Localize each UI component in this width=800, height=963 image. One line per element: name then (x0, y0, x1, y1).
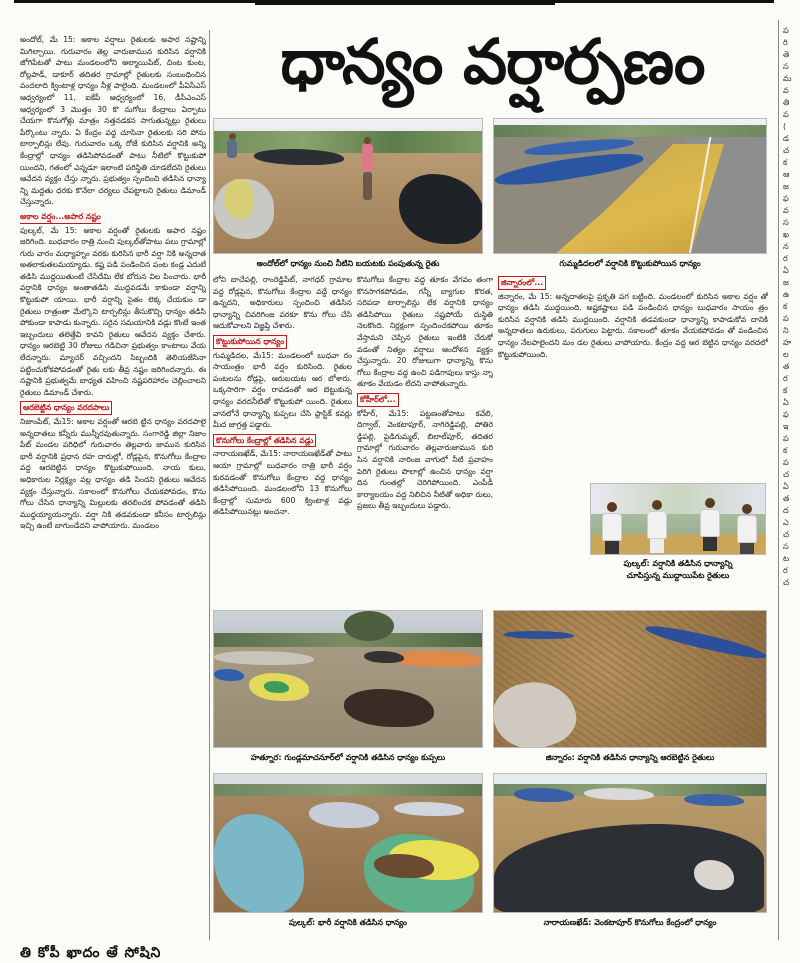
left-subhead-1: అకాల వర్షం...అపార నష్టం (20, 211, 101, 224)
strip-char: న (783, 242, 789, 251)
left-para-2: పుల్కల్, మే 15: అకాల వర్షంతో రైతులకు అపార నష్టం జరిగింది. బుధవారం రాత్రి నుంచి పుల్కల్‌తోపాటు పలు గ్రామాల్లో గురు వారం మధ్యాహ్నం వరకు కురిసిన భారీ వర్షా నికి అన్నదాత అతలాకుతలమయ్యాడు. కష్ట పడి పండించిన పంట కండ్ల ఎదుటే తడిసి ముద్దయితుంటే చేసేదేమి లేక బోరున విల పించారు. భారీ వర్షానికి ధాన్యం అంతాతడిసి ముద్దవడమే కాకుండా వర్షాన్ని కొట్టుకుపో యాయి. భారీ వర్షాన్ని సైతం లెక్క చేయకుం డా రైతులు రాత్రంతా మేల్కొని టార్పలిన్లు తీసుకొచ్చి ధాన్యం తడిసి పోకుండా కాపాడు కున్నారు. సరైన సమయానికి వడ్లు కొంటే ఇంత ఇబ్బందులు తలెత్తేవి కావని రైతులు ఆవేదన వ్యక్తం చేశారు. ధాన్యం ఆరబెట్టి 30 రోజులు గడిచినా ప్రభుత్వం కాంటాలు వేయ లేదన్నారు. మ్యాచర్ వచ్చిందని సిబ్బందికి తెలియజేసినా పట్టించుకోకపోవడంతో రైతు లకు తీవ్ర నష్టం జరిగిందన్నారు. ఈ నష్టానికి ప్రభుత్వమే బాధ్యత వహించి నష్టపరిహారం చెల్లించాలని రైతులు డిమాండ్ చేశారు. (20, 225, 206, 397)
strip-char: క (783, 302, 788, 311)
strip-char: జ (783, 182, 789, 191)
strip-char: వ (783, 86, 789, 95)
right-column (357, 274, 493, 604)
strip-char: ఉ (783, 290, 790, 299)
strip-char: హ (783, 338, 792, 347)
strip-char: ప (783, 434, 789, 443)
strip-char: వ (783, 206, 789, 215)
strip-char: త (783, 494, 790, 503)
strip-char: స (783, 218, 789, 227)
strip-char: స (783, 542, 789, 551)
strip-char: చ (783, 530, 790, 539)
adjacent-column-fragment (783, 25, 800, 945)
strip-char: జ (783, 278, 789, 287)
top-rule-thick (255, 0, 555, 5)
strip-char: ర (783, 254, 788, 263)
mid-subhead-2: కొనుగోలు కేంద్రాల్లో తడిసిన వడ్లు (213, 434, 316, 448)
mid-para-1: లోని బాచేపల్లి, రాంరెడ్డిపేట్, నాగధర్ గ్రామాల వద్ద రోడ్లపైన, కొనుగోలు కేంద్రాల వద్దే ధాన్యం ఉన్నదని, అధికారులు స్పందించి తడిసిన ధాన్యాన్ని చివరిగింజ వరకూ కొను గోలు చేసి ఆదుకోవాలని విజ్ఞప్తి చేశారు. (213, 275, 352, 331)
photo-gummadidala-road (493, 118, 767, 254)
strip-char: ర (783, 374, 788, 383)
strip-char: ప (783, 458, 789, 467)
strip-char: త (783, 362, 790, 371)
strip-char: ఖ (783, 230, 790, 239)
strip-char: ద (783, 506, 789, 515)
strip-char: ప (783, 110, 789, 119)
strip-char: క (783, 158, 788, 167)
strip-char: ల (783, 350, 789, 359)
strip-char: ఆ (783, 170, 790, 179)
strip-char: ప (783, 314, 789, 323)
column-divider (209, 30, 210, 940)
strip-char: మ (783, 74, 792, 83)
strip-char: ( (783, 122, 787, 131)
strip-char: ఫ (783, 410, 789, 419)
mid-para-2: గుమ్మడిదల, మే15: మండలంలో బుధవా రం సాయంత్రం భారీ వర్షం కురిసింది. రైతుల పంటలను రోడ్లపై, ఆరుబయట ఆర బోశారు. ఒక్కసారిగా వర్షం రావడంతో ఆర బెట్టుకున్న ధాన్యం వరదనీటితో కొట్టుకుపో యింది. రైతులు వానలోనే ధాన్యాన్ని కుప్పలు చేసి ప్లాస్టిక్ కవర్లు మీద జాగ్రత్త పడ్డారు. (213, 350, 352, 430)
strip-char: రి (783, 38, 788, 47)
caption-photo-2: గుమ్మడిదలలో వర్షానికి కొట్టుకుపోయిన ధాన్యం (559, 259, 701, 268)
photo-narayankhed-center (493, 773, 767, 913)
photo-pulkal-wet-grain (213, 773, 483, 913)
strip-char: తె (783, 50, 790, 59)
strip-char: చ (783, 578, 790, 587)
strip-char: డ (783, 134, 789, 143)
strip-char: ఏ (783, 482, 789, 491)
strip-char: చ (783, 146, 790, 155)
caption-photo-7: నారాయణఖేడ్: వెంకటాపూర్ కొనుగోలు కేంద్రంలో ధాన్యం (543, 918, 717, 927)
strip-char: ఏ (783, 398, 789, 407)
right-subhead-1: కోహీర్‌లో... (357, 393, 399, 407)
mid-subhead-1: కొట్టుకుపోయిన ధాన్యం (213, 335, 287, 349)
right-para-1: కొనుగోలు కేంద్రాల వద్ద తూకం వేగవం తంగా కొనసాగకపోవడం, గన్నీ బ్యాగుల కొరత, సరిపడా టార్పాలిన్లు లేక వర్షానికి ధాన్యం తడిసిపోయి రైతులు నష్టపోయే దుస్థితి నెలకొంది. నిర్లక్షంగా స్పందించకపోయి తూకం వేస్తామని చెప్పిన రైతులు ఇంటికి చేరుకో వడంతో నిత్యం వర్షాలు ఆందోళన వ్యక్తం చేస్తున్నారు. 20 రోజులుగా ధాన్యాన్ని కొను గోలు కేంద్రాల వద్ద ఉంచి పడిగాపులు కాస్తు న్నా తూకం వేయడం లేదని వాపోతున్నారు. (357, 275, 493, 389)
strip-char: ట (783, 554, 790, 563)
next-article-headline: తి కోపీ ఖాదం అే సోషిని (20, 945, 162, 961)
mid-para-3: నారాయణఖేడ్, మే15: నారాయణఖేడ్‌తో పాటు ఆయా గ్రామాల్లో బుధవారం రాత్రి భారీ వర్షం కురవడంతో కొనుగోలు కేంద్రాల వద్ద ధాన్యం తడిసిపోయింది. మండలంలోని 13 కొనుగోలు కేంద్రాల్లో సుమారు 600 క్వింటాళ్ల వడ్లు తడిసిపోయినట్లు అంచనా. (213, 449, 352, 517)
caption-photo-3a: పుల్కల్: వర్షానికి తడిసిన ధాన్యాన్ని (623, 559, 733, 568)
column-divider (778, 20, 779, 940)
photo-andol-farmer (213, 118, 483, 254)
strip-char: క (783, 446, 788, 455)
headline: ధాన్యం వర్షార్పణం (280, 25, 705, 98)
left-subhead-2: ఆరబెట్టిన ధాన్యం వరదపాలు (20, 401, 112, 415)
strip-char: తి (783, 98, 790, 107)
strip-char: క (783, 386, 788, 395)
strip-char: ఎ (783, 518, 789, 527)
strip-char: చ (783, 470, 790, 479)
strip-char: ర (783, 566, 788, 575)
caption-photo-6: పుల్కల్: భారీ వర్షానికి తడిసిన ధాన్యం (289, 918, 407, 927)
strip-char: ఏ (783, 266, 789, 275)
far-subhead-1: జిన్నారంలో... (498, 276, 546, 290)
right-para-2: కోహీర్, మే15: పట్టణంతోపాటు కవేలి, దిగ్వాల్, వెంకటాపూర్, నాగిరెడ్డిపల్లి, పోతిరె డ్డిపల్లి, పైడిగుమ్మల్, బిలాల్‌పూర్, తదితర గ్రామాల్లో గురువారం తెల్లవారుజామున కురి సిన వర్షానికి నారింజ వాగులో నీటి ప్రవాహం పెరిగి రైతులు పొలాల్లో ఉంచిన ధాన్యం వర్షా దిన గుంతల్లో చెరిగిపోయింది. ఎంపీడీ కార్యాలయం వద్ద నిలిచిన నీటితో అధికా రులు, ప్రజలు తీవ్ర ఇబ్బందులు పడ్డారు. (357, 408, 493, 511)
strip-char: ని (783, 326, 789, 335)
left-para-1: అందోల్, మే 15: అకాల వర్షాలు రైతులకు అపార నష్టాన్ని మిగిల్చాయి. గురువారం తెల్ల వారుజామున కురిసిన వర్షానికి జోగిపేటతో పాటు మండలంలోని అల్మాయిపేట్, చింట కుంట, రోల్లపాడ్, డాకూర్ తదితర గ్రామాల్లో రైతులకు సంబంధించిన వందలాది క్వింటాళ్ల ధాన్యం నీళ్ల పాలైంది. మండలంలో పీఏసీఎస్ ఆధ్వర్యంలో 11, ఐకేపీ ఆధ్వర్యంలో 16, డీసీఎంఎస్ ఆధ్వర్యంలో 3 మొత్తం 30 కొ నుగోలు కేంద్రాలు ఏర్పాటు చేయగా కొనుగోళ్లు మాత్రం నత్తనడకన సాగుతున్నట్లు రైతులు పేర్కొంటు న్నారు. ఏ కేంద్రం వద్ద చూసినా రైతులకు సరి పోను టార్పాలిన్లు లేవు. గురువారం ఒక్క రోజే కురిసిన వర్షానికి అన్ని కేంద్రాల్లో ధాన్యం తడిసిపోవడంతో పాటు నీటిలో కొట్టుకుపో యిందని, గతంలో ఎన్నడూ ఇలాంటి పరిస్థితి చూడలేదని రైతులు ఆవేదన వ్యక్తం చేస్తు న్నారు. ప్రభుత్వం స్పందించి తడిసిన ధాన్యా న్ని మద్దతు ధరకు కొనేలా చర్యలు చేపట్టాలని రైతులు డిమాండ్ చేస్తున్నారు. (20, 35, 206, 207)
far-column (498, 274, 768, 479)
strip-char: స (783, 62, 789, 71)
mid-column (213, 274, 352, 604)
strip-char: ఫ (783, 194, 789, 203)
strip-char: ప (783, 26, 789, 35)
photo-pulkal-farmers (590, 483, 766, 555)
caption-photo-3b: చూపిస్తున్న ముద్దాయిపేట రైతులు (626, 571, 730, 580)
photo-jinnaram-drying (493, 610, 767, 748)
caption-photo-4: హత్నూర: గుండ్లమాచనూర్‌లో వర్షానికి తడిసిన ధాన్యం కుప్పలు (250, 753, 446, 762)
caption-photo-1: అందోల్‌లో ధాన్యం నుంచి నీటిని బయటకు పంపుతున్న రైతు (256, 259, 440, 268)
photo-hatnura-heaps (213, 610, 483, 748)
left-para-3: నిజాంపేట్, మే15: అకాల వర్షంతో ఆరబె ట్టిన ధాన్యం వరదపాలై అన్నదాతలు కన్నీరు మున్నీరవుతున్నారు. సంగారెడ్డి జిల్లా నిజాం పేట్ మండల పరిధిలో గురువారం తెల్లవారు జామున కురిసిన భారీ వర్షానికి ప్రధాన రహ దారుల్లో, రోడ్లపైన, కొనుగోలు కేంద్రాల వద్ద ఆరబెట్టిన ధాన్యం కొట్టుకుపోయింది. నాయ కులు, అధికారుల నిర్లక్ష్యం వల్ల ధాన్యం తడి సిందని రైతులు ఆవేదన వ్యక్తం చేస్తున్నారు. సకాలంలో కొనుగోలు చేయకపోవడం, కొను గోలు చేసిన ధాన్యాన్ని మిల్లులకు తరలించక పోవడంతో తడిసి ముద్దయ్యాయన్నారు. వర్షా నికి తడవకుండా కనీసం టార్పలిన్లు ఇచ్చి ఉంటే బాగుండేదని వాపోయారు. మండలం (20, 417, 206, 531)
left-column (20, 34, 206, 939)
caption-photo-5: జిన్నారం: వర్షానికి తడిసిన ధాన్యాన్ని ఆరబెట్టిన రైతులు (545, 753, 715, 762)
far-para-1: జిన్నారం, మే 15: అన్నదాతలపై ప్రకృతి పగ బట్టింది. మండలంలో కురిసిన అకాల వర్షం తో ధాన్యం తడిసి ముద్దయింది. అష్టకష్టాలు పడి పండించిన ధాన్యం బుధవారం సాయం త్రం కురిసిన వర్షానికి తడిసి ముద్దయింది. వర్షానికి తడవకుండా ధాన్యాన్ని కాపాడుకోవ దానికి అన్నదాతలు ఉరుకులు, పరుగులు పెట్టారు. సకాలంలో తూకం వేయకపోవడం తో పండించిన ధాన్యం నేలపాలైందని మం డల రైతులు వాపోయారు. కేంద్రం వద్ద ఆర బెట్టిన ధాన్యం వరదలో కొట్టుకుపోయింది. (498, 291, 768, 359)
strip-char: ఇ (783, 422, 789, 431)
